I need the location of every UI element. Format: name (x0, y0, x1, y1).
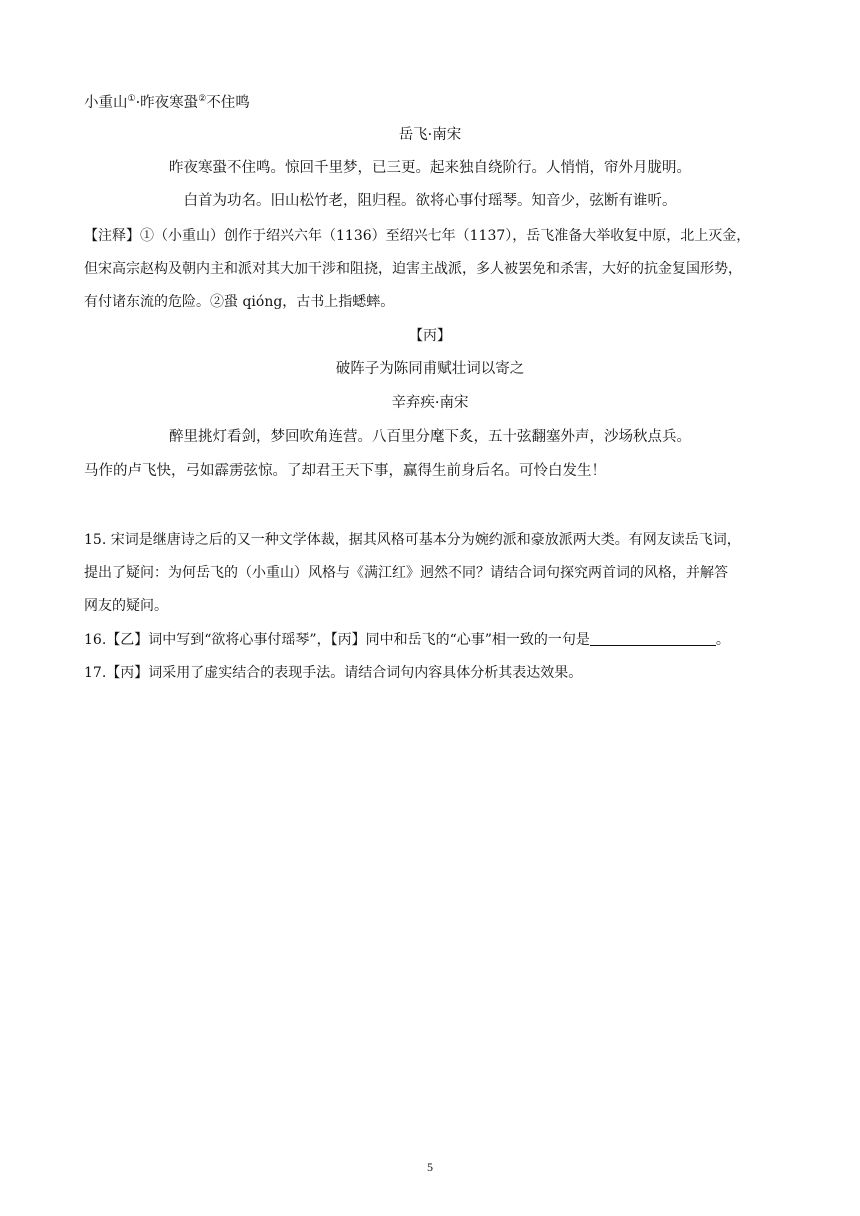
poem-bing-title: 破阵子为陈同甫赋壮词以寄之 (335, 361, 525, 377)
question-15-line2: 提出了疑问：为何岳飞的（小重山）风格与《满江红》迥然不同？请结合词句探究两首词的风格，并解答 (84, 565, 728, 581)
question-15-line1: 15. 宋词是继唐诗之后的又一种文学体裁，据其风格可基本分为婉约派和豪放派两大类。有网友读岳飞词， (84, 532, 741, 548)
question-16-text: 16.【乙】词中写到“欲将心事付瑶琴”，【丙】同中和岳飞的“心事”相一致的一句是 (84, 632, 590, 648)
question-17: 17.【丙】词采用了虚实结合的表现手法。请结合词句内容具体分析其表达效果。 (84, 665, 583, 681)
poem-bing-line2: 马作的卢飞快，弓如霹雳弦惊。了却君王天下事，赢得生前身后名。可怜白发生！ (84, 463, 606, 479)
question-15-line3: 网友的疑问。 (84, 598, 168, 614)
poem-yi-title (84, 88, 250, 114)
page-number: 5 (427, 1160, 433, 1174)
poem-yi-title-part1: 小重山 (84, 95, 128, 111)
annotation-line2: 但宋高宗赵构及朝内主和派对其大加干涉和阻挠，迫害主战派，多人被罢免和杀害，大好的抗金复国形势， (84, 261, 742, 277)
annotation-line1: 【注释】①（小重山）创作于绍兴六年（1136）至绍兴七年（1137），岳飞准备大举收复中原，北上灭金， (84, 228, 751, 244)
question-16-end: 。 (715, 632, 730, 648)
poem-yi-line2: 白首为功名。旧山松竹老，阻归程。欲将心事付瑶琴。知音少，弦断有谁听。 (183, 193, 677, 209)
note-mark-2: ② (198, 94, 207, 104)
poem-yi-line1: 昨夜寒蛩不住鸣。惊回千里梦，已三更。起来独自绕阶行。人悄悄，帘外月胧明。 (169, 160, 691, 176)
poem-bing-author: 辛弃疾·南宋 (391, 395, 469, 411)
annotation-line3: 有付诸东流的危险。②蛩 qióng，古书上指蟋蟀。 (84, 294, 395, 310)
poem-yi-title-part2: ·昨夜寒蛩 (135, 95, 199, 111)
poem-bing-line1: 醉里挑灯看剑，梦回吹角连营。八百里分麾下炙，五十弦翻塞外声，沙场秋点兵。 (169, 429, 691, 445)
poem-bing-label: 【丙】 (409, 328, 451, 344)
poem-yi-title-part3: 不住鸣 (206, 95, 250, 111)
question-16 (84, 629, 730, 651)
poem-yi-author: 岳飞·南宋 (398, 127, 462, 143)
note-mark-1: ① (127, 94, 136, 104)
answer-blank[interactable] (590, 631, 716, 646)
